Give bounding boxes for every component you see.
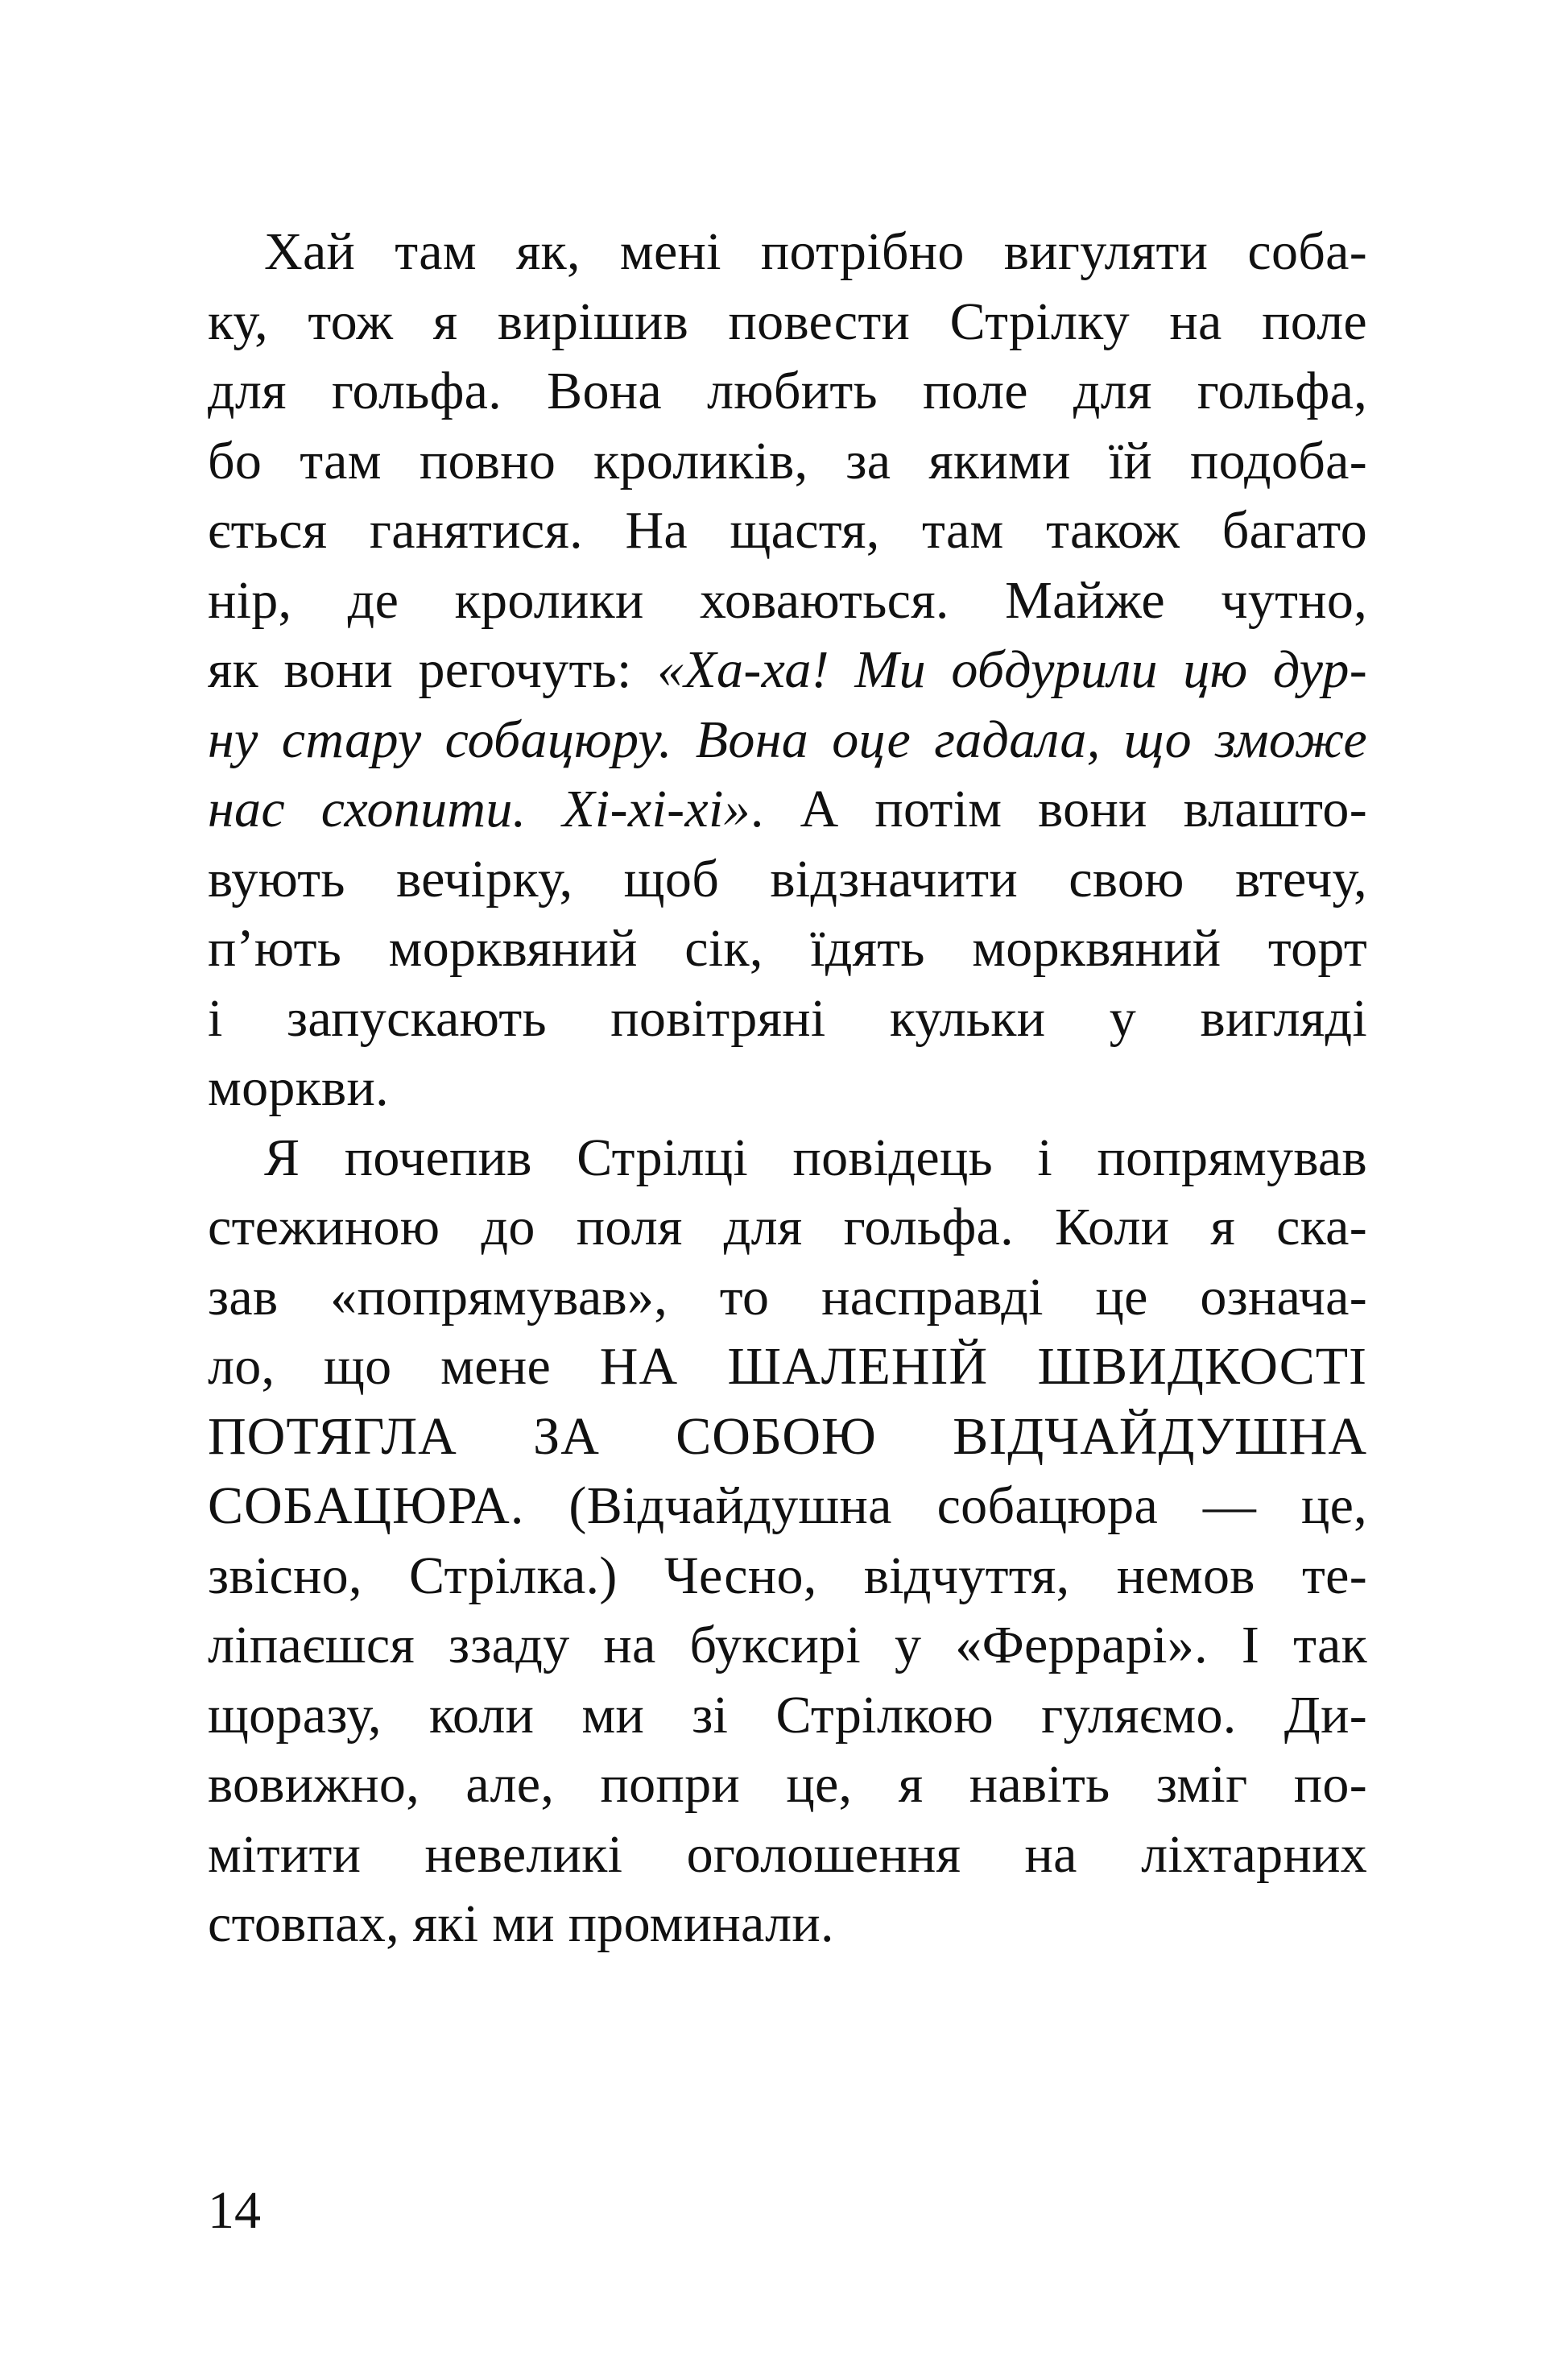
text-segment: зав «попрямував», то насправді це означа-: [208, 1267, 1367, 1327]
text-segment: нір, де кролики ховаються. Майже чутно,: [208, 570, 1367, 630]
text-line: [208, 566, 1367, 636]
text-line: [208, 1542, 1367, 1612]
text-line: [208, 1750, 1367, 1820]
text-line: [208, 288, 1367, 358]
page-number: 14: [208, 2181, 261, 2240]
text-segment: ється ганятися. На щастя, там також багато: [208, 501, 1367, 560]
text-line: [208, 1053, 1367, 1124]
text-segment: ліпаєшся ззаду на буксирі у «Феррарі». І так: [208, 1616, 1367, 1674]
italic-quote: ну стару собацюру. Вона оце гадала, що зможе: [208, 710, 1367, 769]
text-segment: вують вечірку, щоб відзначити свою втечу,: [208, 849, 1367, 909]
text-segment: щоразу, коли ми зі Стрілкою гуляємо. Ди-: [208, 1685, 1367, 1745]
text-line: [208, 1890, 1367, 1960]
text-segment: стовпах, які ми проминали.: [208, 1894, 834, 1953]
text-segment: ло, що мене: [208, 1337, 600, 1396]
text-segment: моркви.: [208, 1058, 389, 1117]
text-segment: . (Відчайдушна собацюра — це,: [510, 1476, 1367, 1535]
italic-quote: «Ха-ха! Ми обдурили цю дур-: [657, 640, 1367, 699]
text-line: [208, 427, 1367, 497]
text-line: [208, 914, 1367, 984]
text-line: [208, 984, 1367, 1054]
body-text: [208, 217, 1367, 1960]
text-line: [208, 1402, 1367, 1472]
text-line: [208, 1263, 1367, 1333]
text-segment: для гольфа. Вона любить поле для гольфа,: [208, 362, 1367, 420]
text-line: [208, 845, 1367, 915]
text-segment: Хай там як, мені потрібно вигуляти соба-: [264, 222, 1367, 281]
text-line: [208, 635, 1367, 706]
italic-quote: нас схопити. Хі-хі-хі»: [208, 780, 750, 838]
caps-emphasis: ПОТЯГЛА ЗА СОБОЮ ВІДЧАЙДУШНА: [208, 1406, 1367, 1466]
text-segment: ку, тож я вирішив повести Стрілку на поле: [208, 292, 1367, 351]
text-line: [208, 1820, 1367, 1890]
text-segment: звісно, Стрілка.) Чесно, відчуття, немов те-: [208, 1546, 1367, 1605]
text-segment: стежиною до поля для гольфа. Коли я ска-: [208, 1198, 1367, 1256]
text-line: [208, 1124, 1367, 1194]
text-segment: вовижно, але, попри це, я навіть зміг по-: [208, 1755, 1367, 1814]
caps-emphasis: СОБАЦЮРА: [208, 1476, 511, 1535]
text-line: [208, 775, 1367, 845]
text-line: [208, 357, 1367, 427]
text-line: [208, 1471, 1367, 1542]
text-segment: . А потім вони влашто-: [750, 780, 1367, 838]
text-line: [208, 1193, 1367, 1263]
text-line: [208, 1332, 1367, 1402]
text-line: [208, 1681, 1367, 1751]
text-line: [208, 706, 1367, 776]
text-segment: як вони регочуть:: [208, 640, 658, 699]
paragraph-2: [208, 1124, 1367, 1960]
text-segment: Я почепив Стрілці повідець і попрямував: [264, 1128, 1367, 1187]
text-segment: бо там повно кроликів, за якими їй подоба-: [208, 431, 1367, 490]
text-line: [208, 496, 1367, 566]
text-segment: і запускають повітряні кульки у вигляді: [208, 988, 1367, 1048]
text-segment: мітити невеликі оголошення на ліхтарних: [208, 1824, 1367, 1884]
caps-emphasis: НА ШАЛЕНІЙ ШВИДКОСТІ: [599, 1337, 1368, 1396]
paragraph-1: [208, 217, 1367, 1124]
text-line: [208, 1611, 1367, 1681]
text-segment: п’ють морквяний сік, їдять морквяний торт: [208, 919, 1367, 978]
text-line: [208, 217, 1367, 288]
